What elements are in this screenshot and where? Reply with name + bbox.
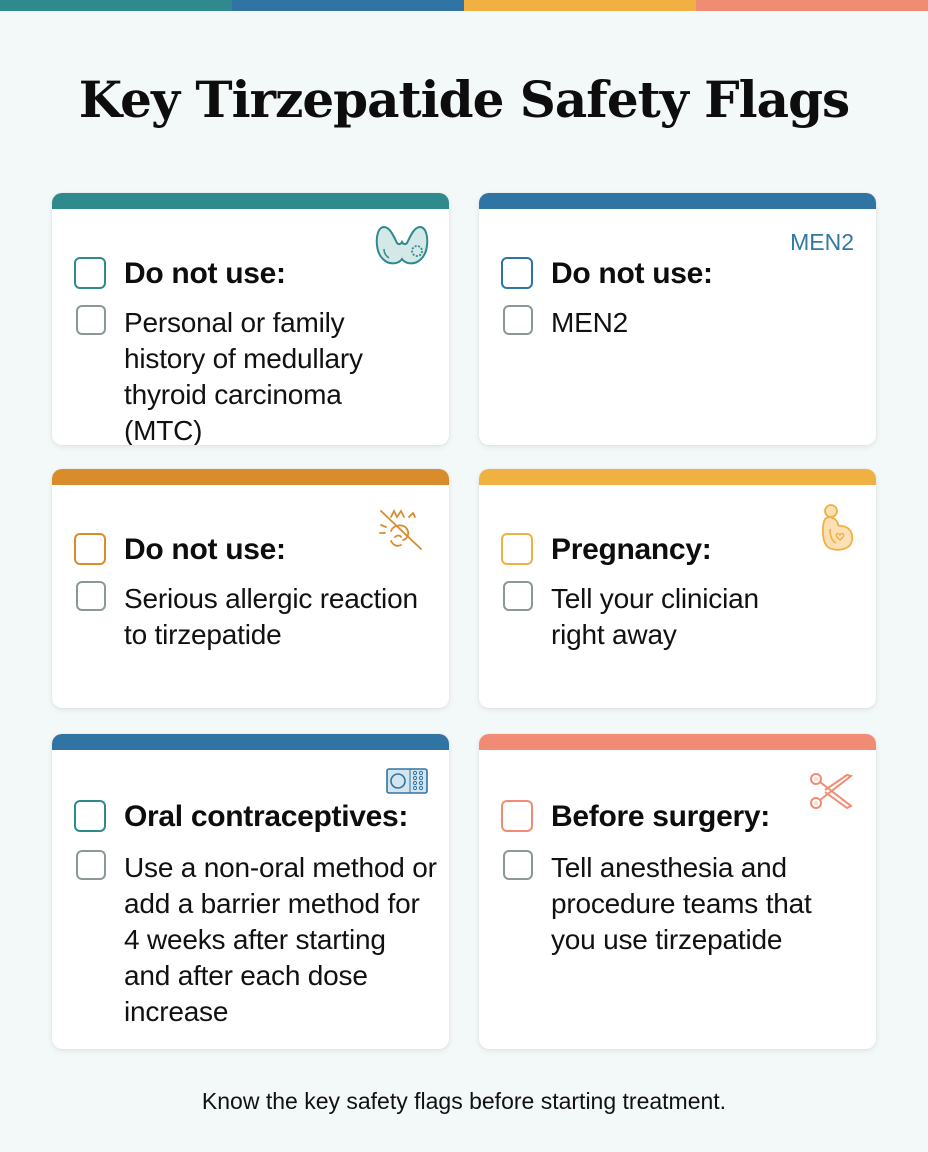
men2-tag: MEN2 <box>790 229 854 255</box>
card-accent-bar <box>479 469 876 485</box>
heading-checkbox[interactable] <box>74 533 106 565</box>
heading-checkbox[interactable] <box>74 800 106 832</box>
strip-teal <box>0 0 232 11</box>
strip-amber <box>464 0 696 11</box>
item-checkbox[interactable] <box>503 581 533 611</box>
item-checkbox[interactable] <box>76 305 106 335</box>
card-heading: Do not use: <box>124 533 286 566</box>
card-accent-bar <box>479 734 876 750</box>
card-body: Serious allergic reaction to tirzepatide <box>124 583 418 650</box>
scissors-icon <box>809 772 853 817</box>
card-allergy <box>52 469 449 708</box>
footer-note: Know the key safety flags before starting treatment. <box>201 1088 727 1114</box>
card-accent-bar <box>52 469 449 485</box>
thyroid-icon <box>374 223 430 274</box>
card-body: Tell your clinician right away <box>551 583 759 650</box>
card-body: MEN2 <box>551 307 628 338</box>
card-heading: Do not use: <box>551 257 713 290</box>
card-body: Tell anesthesia and procedure teams that you use tirzepatide <box>551 852 812 955</box>
card-accent-bar <box>52 193 449 209</box>
card-accent-bar <box>479 193 876 209</box>
heading-checkbox[interactable] <box>74 257 106 289</box>
allergic-reaction-icon <box>377 507 425 558</box>
item-checkbox[interactable] <box>76 581 106 611</box>
item-checkbox[interactable] <box>76 850 106 880</box>
card-mtc <box>52 193 449 445</box>
card-body: Use a non-oral method or add a barrier method for 4 weeks after starting and after each dose increase <box>124 852 437 1027</box>
card-pregnancy <box>479 469 876 708</box>
page-title: Key Tirzepatide Safety Flags <box>78 70 850 129</box>
card-heading: Before surgery: <box>551 800 770 833</box>
card-heading: Oral contraceptives: <box>124 800 409 833</box>
strip-blue <box>232 0 464 11</box>
strip-coral <box>696 0 928 11</box>
heading-checkbox[interactable] <box>501 257 533 289</box>
pill-pack-icon <box>386 768 428 799</box>
card-oral-contraceptives <box>52 734 449 1049</box>
card-heading: Do not use: <box>124 257 286 290</box>
card-men2 <box>479 193 876 445</box>
top-color-strip <box>0 0 928 11</box>
pregnancy-icon <box>818 503 856 558</box>
card-heading: Pregnancy: <box>551 533 712 566</box>
heading-checkbox[interactable] <box>501 533 533 565</box>
item-checkbox[interactable] <box>503 305 533 335</box>
card-body: Personal or family history of medullary thyroid carcinoma (MTC) <box>124 307 363 445</box>
card-accent-bar <box>52 734 449 750</box>
card-surgery <box>479 734 876 1049</box>
heading-checkbox[interactable] <box>501 800 533 832</box>
item-checkbox[interactable] <box>503 850 533 880</box>
